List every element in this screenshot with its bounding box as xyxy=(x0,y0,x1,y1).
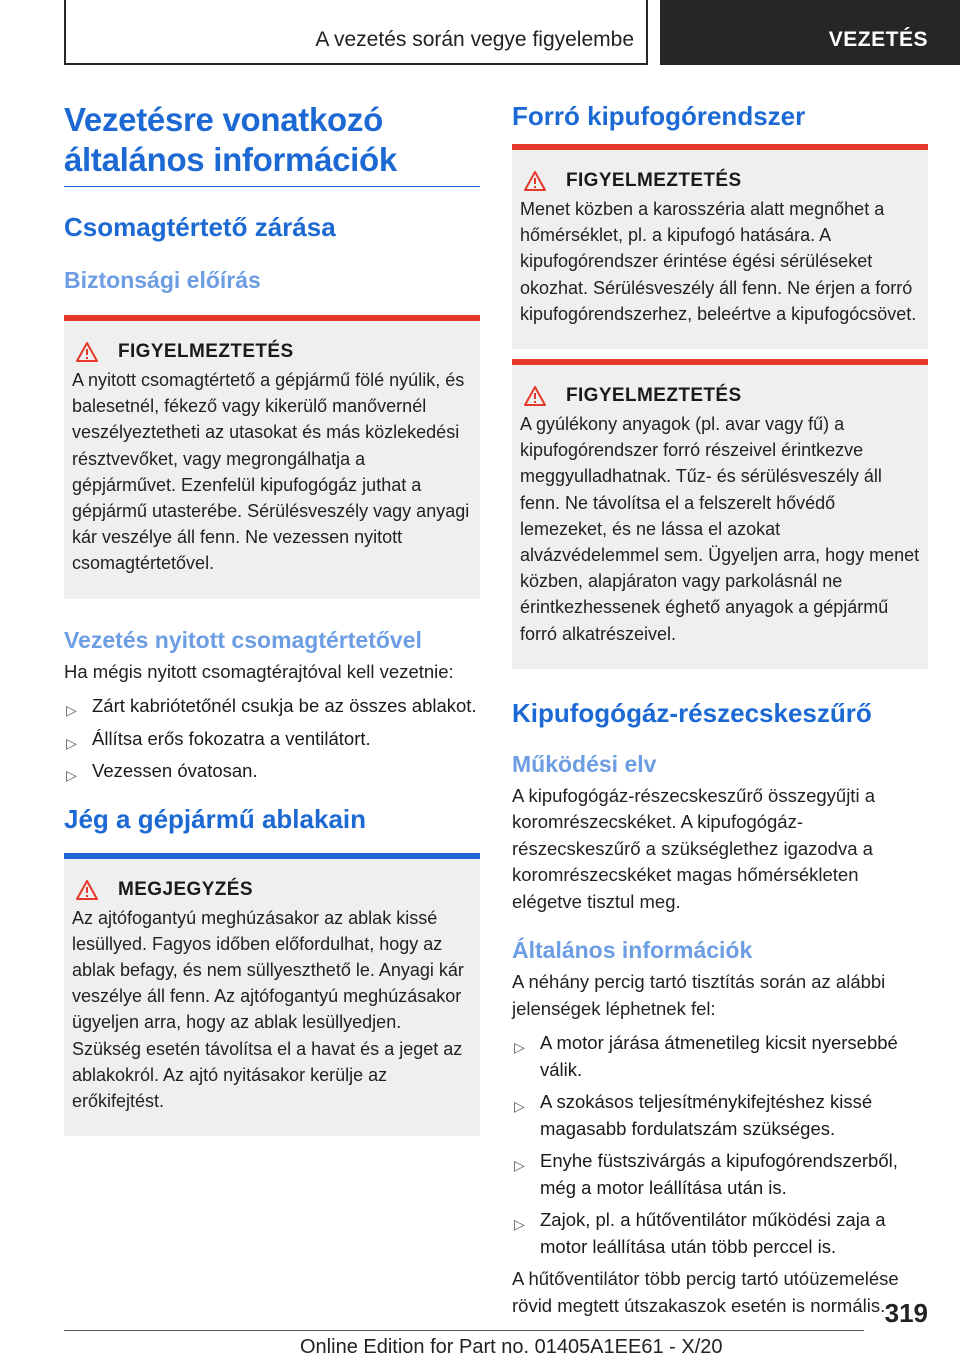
list-item: ▷ Vezessen óvatosan. xyxy=(64,758,480,785)
note-title: MEGJEGYZÉS xyxy=(118,878,253,900)
note-box-ice xyxy=(64,853,480,1137)
warning-text: A nyitott csomagtértető a gépjármű fölé nyúlik, és balesetnél, fékező vagy kikerülő manővernél veszélyeztetheti az utasokat és más közlekedési résztvevőket, vagy megrongálhatja a gépjárművet. Ezenfelül kipufogógáz juthat a gépjármű utasterébe. Sérülésveszély vagy anyagi kár veszélye áll fenn. Ne vezessen nyitott csomagtértetővel. xyxy=(72,370,470,574)
left-column xyxy=(64,100,480,1136)
chapter-title: VEZETÉS xyxy=(828,28,928,51)
warning-triangle-icon xyxy=(524,386,546,406)
list-item: ▷ Enyhe füstszivárgás a kipufogórendszerből, még a motor leállítása után is. xyxy=(514,1150,898,1198)
heading-hot-exhaust: Forró kipufogórendszer xyxy=(512,101,806,131)
general-intro: A néhány percig tartó tisztítás során az alábbi jelenségek léphetnek fel: xyxy=(512,971,886,1019)
warning-text: Menet közben a karosszéria alatt megnőhet a hőmérséklet, pl. a kipufogó hatására. A kipufogórendszer érintése égési sérüléseket okozhat. Sérülésveszély áll fenn. Ne érjen a forró kipufogórendszerhez, beleértve a kipufogócsövet. xyxy=(520,199,917,324)
open-list xyxy=(64,693,480,785)
heading-principle: Működési elv xyxy=(512,750,657,777)
warning-triangle-icon xyxy=(76,880,98,900)
list-item: ▷ A szokásos teljesítménykifejtéshez kissé magasabb fordulatszám szükséges. xyxy=(514,1091,873,1139)
heading-safety: Biztonsági előírás xyxy=(64,267,261,293)
page-number: 319 xyxy=(884,1298,928,1328)
triangle-bullet-icon: ▷ xyxy=(66,767,77,784)
page-header xyxy=(0,0,960,66)
triangle-bullet-icon: ▷ xyxy=(514,1039,525,1056)
heading-particle-filter: Kipufogógáz-részecskeszűrő xyxy=(512,697,872,728)
note-text: Az ajtófogantyú meghúzásakor az ablak kissé lesüllyed. Fagyos időben előfordulhat, hogy az ablak befagy, és nem süllyeszthető le. Anyagi kár veszélye áll fenn. Az ajtófogantyú meghúzásakor ügyeljen arra, hogy az ablak lesüllyedjen. Szükség esetén távolítsa el a havat és a jeget az ablakokról. Az ajtó nyitásakor kerülje az erőkifejtést. xyxy=(72,907,464,1112)
heading-general: Általános információk xyxy=(512,937,753,964)
principle-text: A kipufogógáz-részecskeszűrő összegyűjti a koromrészecskéket. A kipufogógáz-részecskeszűrő a szükséglethez igazodva a koromrészecskéket magas hőmérsékleten elégetve tisztul meg. xyxy=(512,784,875,912)
triangle-bullet-icon: ▷ xyxy=(514,1216,525,1233)
warning-triangle-icon xyxy=(76,342,98,362)
heading-ice: Jég a gépjármű ablakain xyxy=(64,803,367,834)
list-item: ▷ Állítsa erős fokozatra a ventilátort. xyxy=(64,726,480,753)
chapter-tab xyxy=(660,0,960,65)
list-item: ▷ Zárt kabriótetőnél csukja be az összes ablakot. xyxy=(64,693,480,720)
warning-triangle-icon xyxy=(524,171,546,191)
warning-title: FIGYELMEZTETÉS xyxy=(118,341,294,362)
warning-box-flammable xyxy=(512,359,928,669)
heading-trunk: Csomagtértető zárása xyxy=(64,212,336,242)
footer-rule xyxy=(64,1330,864,1331)
section-title: A vezetés során vegye figyelembe xyxy=(315,28,634,51)
general-list xyxy=(512,1030,928,1260)
triangle-bullet-icon: ▷ xyxy=(514,1157,525,1174)
list-item: ▷ Zajok, pl. a hűtőventilátor működési zaja a motor leállítása után több perccel is. xyxy=(514,1209,886,1257)
right-column xyxy=(512,100,928,1319)
triangle-bullet-icon: ▷ xyxy=(514,1098,525,1115)
warning-text: A gyúlékony anyagok (pl. avar vagy fű) a kipufogórendszer forró részeivel érintkezve meggyulladhatnak. Tűz- és sérülésveszély áll fenn. Ne távolítsa el a felszerelt hővédő lemezeket, és ne lássa el azokat alvázvédelemmel sem. Ügyeljen arra, hogy menet közben, alapjáraton vagy parkolásnál ne érintkezhessenek éghető anyagok a gépjármű forró alkatrészeivel. xyxy=(520,414,920,644)
edition-text: Online Edition for Part no. 01405A1EE61 - X/20 xyxy=(300,1336,723,1358)
warning-title: FIGYELMEZTETÉS xyxy=(566,385,742,407)
warning-title: FIGYELMEZTETÉS xyxy=(566,170,742,191)
heading-open-trunk: Vezetés nyitott csomagtértetővel xyxy=(64,626,422,653)
general-outro: A hűtőventilátor több percig tartó utóüzemelése rövid megtett útszakaszok esetén is normális. xyxy=(512,1268,899,1316)
list-item: ▷ A motor járása átmenetileg kicsit nyersebbé válik. xyxy=(514,1032,898,1080)
warning-box-exhaust xyxy=(512,144,928,349)
section-tab xyxy=(64,0,648,65)
open-intro: Ha mégis nyitott csomagtérajtóval kell vezetnie: xyxy=(64,660,454,682)
page-title: Vezetésre vonatkozó általános információk xyxy=(64,100,480,187)
triangle-bullet-icon: ▷ xyxy=(66,702,77,719)
warning-box-trunk xyxy=(64,315,480,599)
triangle-bullet-icon: ▷ xyxy=(66,734,77,751)
